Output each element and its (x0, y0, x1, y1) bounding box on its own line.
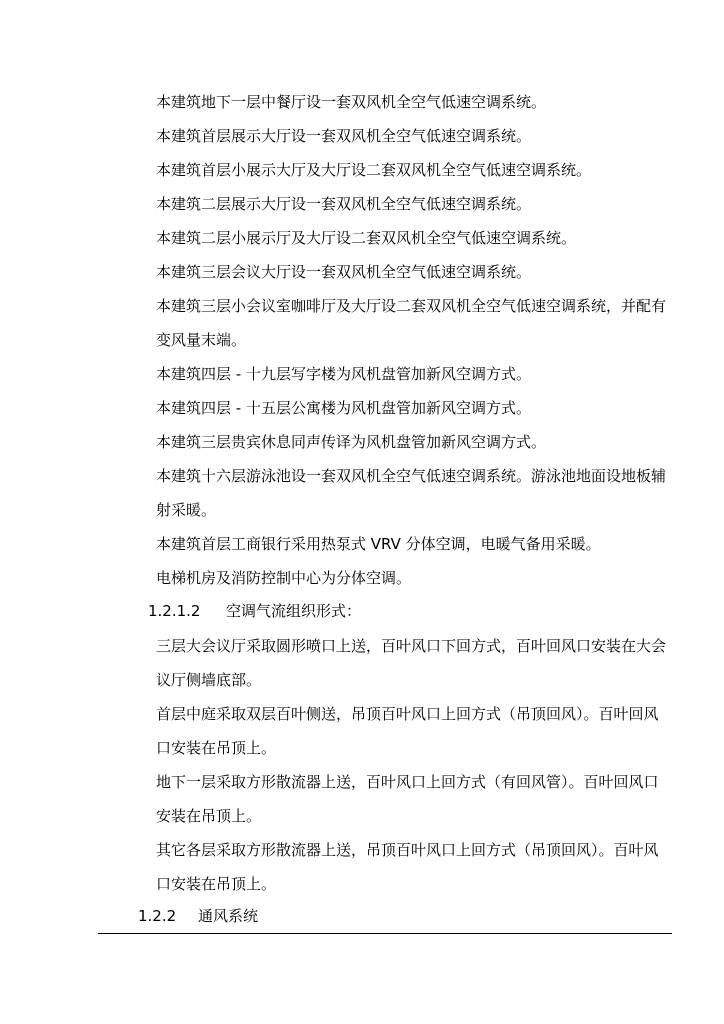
section-heading-1-2-2 (138, 906, 258, 926)
section-title: 空调气流组织形式： (226, 602, 362, 620)
paragraph-line: 电梯机房及消防控制中心为分体空调。 (156, 569, 412, 587)
page-divider (98, 933, 672, 934)
paragraph-line: 其它各层采取方形散流器上送，吊顶百叶风口上回方式（吊顶回风）。百叶风 (156, 841, 659, 859)
section-number: 1.2.1.2 (148, 602, 201, 620)
paragraph-line: 本建筑首层工商银行采用热泵式 VRV 分体空调，电暖气备用采暖。 (156, 535, 601, 553)
paragraph-line: 三层大会议厅采取圆形喷口上送，百叶风口下回方式，百叶回风口安装在大会 (156, 637, 667, 655)
paragraph-line: 本建筑二层小展示厅及大厅设二套双风机全空气低速空调系统。 (156, 229, 577, 247)
paragraph-line: 地下一层采取方形散流器上送，百叶风口上回方式（有回风管）。百叶回风口 (156, 773, 659, 791)
paragraph-line: 本建筑三层会议大厅设一套双风机全空气低速空调系统。 (156, 263, 532, 281)
paragraph-line: 本建筑首层小展示大厅及大厅设二套双风机全空气低速空调系统。 (156, 161, 592, 179)
paragraph-line: 本建筑地下一层中餐厅设一套双风机全空气低速空调系统。 (156, 93, 547, 111)
paragraph-line: 本建筑三层贵宾休息同声传译为风机盘管加新风空调方式。 (156, 433, 547, 451)
paragraph-line: 本建筑十六层游泳池设一套双风机全空气低速空调系统。游泳池地面设地板辅 (156, 467, 667, 485)
paragraph-line: 本建筑三层小会议室咖啡厅及大厅设二套双风机全空气低速空调系统，并配有 (156, 297, 667, 315)
paragraph-line: 口安装在吊顶上。 (156, 739, 277, 757)
section-title: 通风系统 (198, 907, 259, 925)
paragraph-line: 安装在吊顶上。 (156, 807, 262, 825)
paragraph-line: 射采暖。 (156, 501, 217, 519)
paragraph-line: 本建筑首层展示大厅设一套双风机全空气低速空调系统。 (156, 127, 532, 145)
paragraph-line: 本建筑二层展示大厅设一套双风机全空气低速空调系统。 (156, 195, 532, 213)
paragraph-line: 首层中庭采取双层百叶侧送，吊顶百叶风口上回方式（吊顶回风）。百叶回风 (156, 705, 659, 723)
section-heading-1-2-1-2 (148, 601, 361, 621)
paragraph-line: 议厅侧墙底部。 (156, 671, 262, 689)
section-number: 1.2.2 (138, 907, 177, 925)
paragraph-line: 变风量末端。 (156, 331, 247, 349)
paragraph-line: 本建筑四层 - 十五层公寓楼为风机盘管加新风空调方式。 (156, 399, 531, 417)
paragraph-line: 口安装在吊顶上。 (156, 875, 277, 893)
paragraph-line: 本建筑四层 - 十九层写字楼为风机盘管加新风空调方式。 (156, 365, 531, 383)
